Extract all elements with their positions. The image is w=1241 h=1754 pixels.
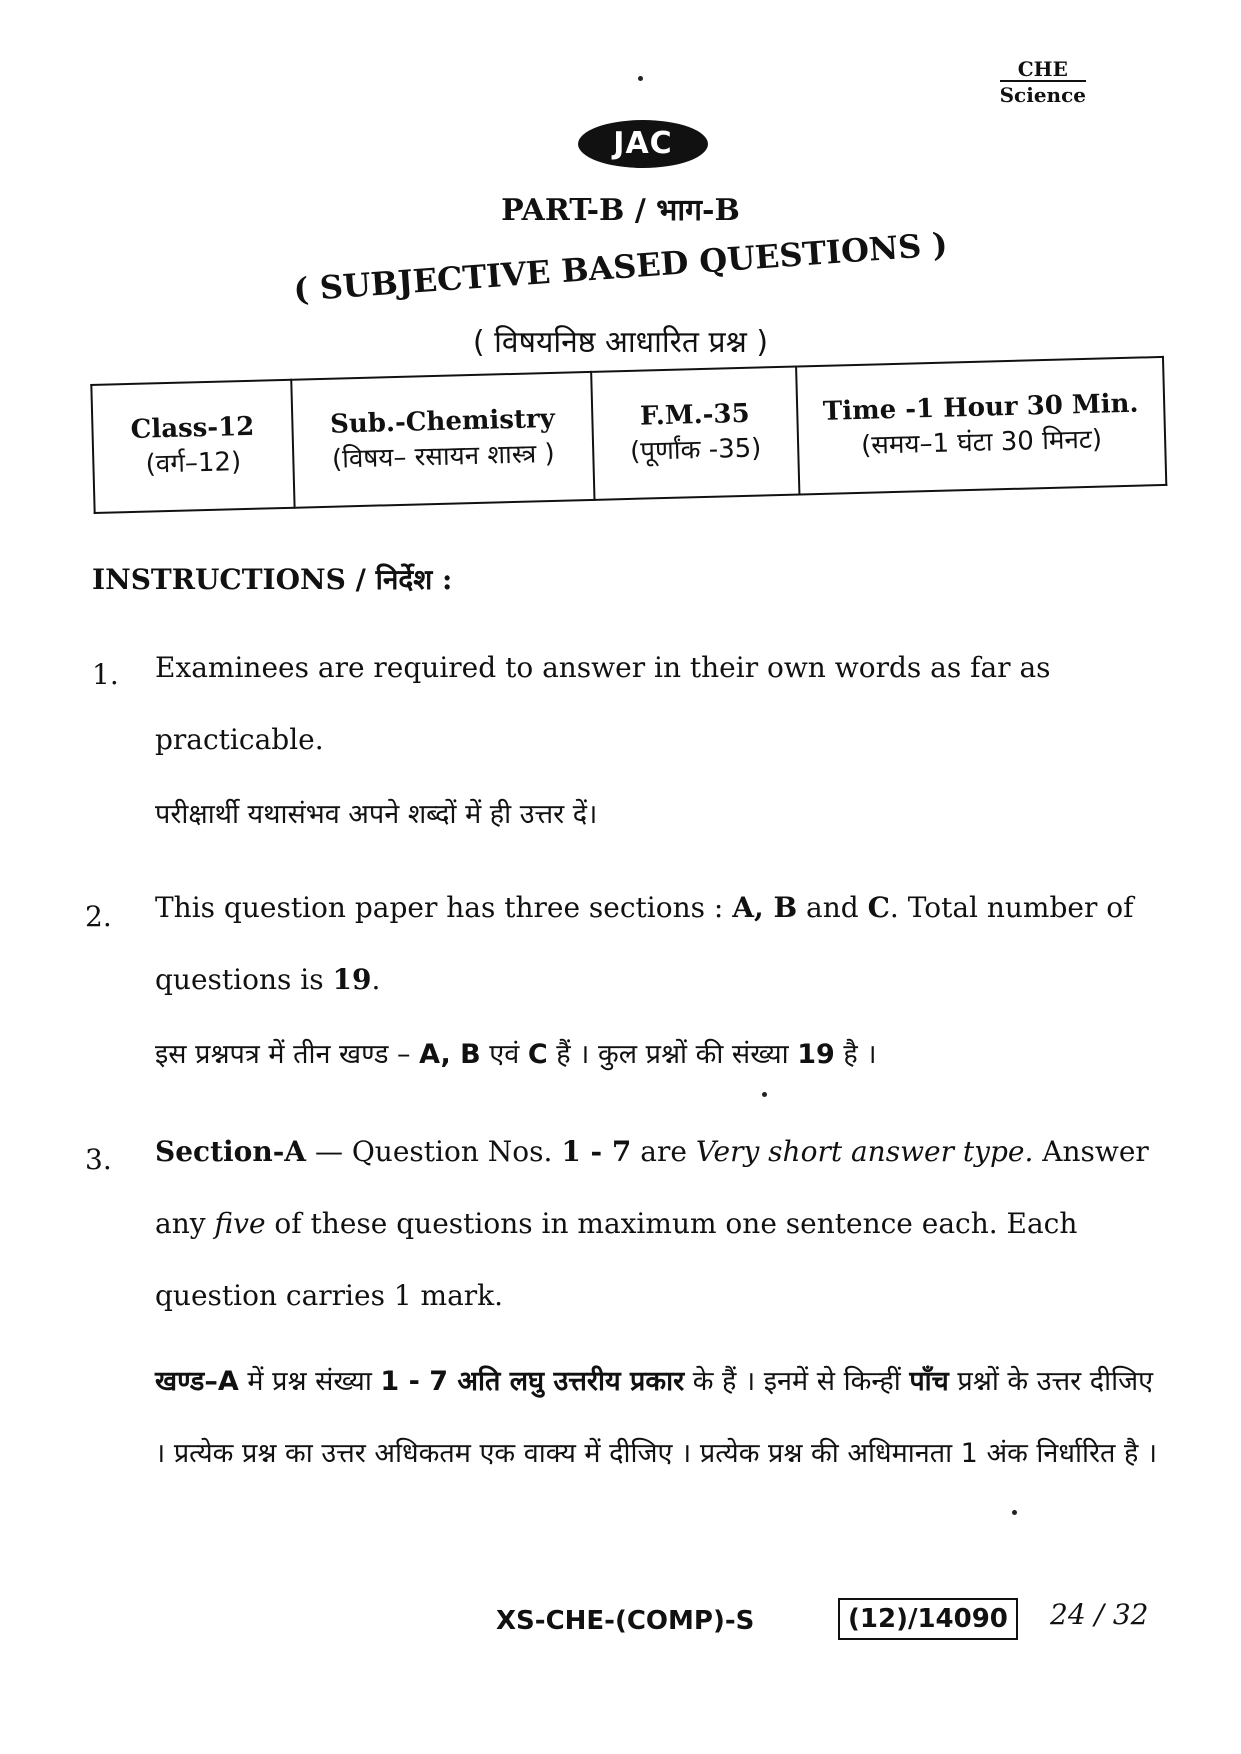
text-bold: खण्ड–A <box>155 1366 239 1397</box>
text: and <box>797 891 868 924</box>
marks-cell <box>591 367 799 500</box>
footer-box: (12)/14090 <box>838 1598 1018 1640</box>
subject-hi: (विषय– रसायन शास्त्र ) <box>331 438 556 475</box>
instruction-3-hindi <box>155 1346 1165 1490</box>
text-bold: पाँच <box>909 1366 949 1397</box>
text-bold: A, B <box>732 891 798 924</box>
exam-info-table <box>90 356 1167 514</box>
text-italic: Very short answer type. <box>695 1135 1034 1168</box>
time-cell <box>796 357 1166 495</box>
text-bold: C <box>527 1039 548 1070</box>
instruction-2-hindi <box>155 1034 1165 1071</box>
text-bold: 19 <box>332 963 372 996</box>
text: में प्रश्न संख्या <box>238 1366 381 1397</box>
text: प्रश्नों के उत्तर दीजिए । प्रत्येक प्रश्न का उत्तर अधिकतम एक वाक्य में दीजिए । प्रत्येक प्रश्न की अधिमानता 1 अंक निर्धारित है । <box>155 1366 1158 1469</box>
speck <box>638 76 643 81</box>
time-hi: (समय–1 घंटा 30 मिनट) <box>860 424 1103 461</box>
text: इस प्रश्नपत्र में तीन खण्ड – <box>155 1039 420 1070</box>
instruction-2-english <box>155 872 1165 1016</box>
marks-hi: (पूर्णांक -35) <box>629 433 762 467</box>
subtitle-english: ( SUBJECTIVE BASED QUESTIONS ) <box>292 225 949 309</box>
subject-cell <box>291 372 594 508</box>
jac-logo: JAC <box>578 120 708 168</box>
text: हैं । कुल प्रश्नों की संख्या <box>547 1039 798 1070</box>
instruction-2 <box>155 872 1165 1071</box>
text: है । <box>834 1039 877 1070</box>
corner-line-1: CHE <box>1000 58 1086 82</box>
text: of these questions in maximum one sentence each. Each question carries 1 mark. <box>155 1207 1078 1312</box>
instruction-1-english: Examinees are required to answer in their own words as far as practicable. <box>155 651 1051 756</box>
text: . Total number of questions is <box>155 891 1134 996</box>
class-en: Class-12 <box>130 411 255 445</box>
instruction-2-number: 2. <box>85 900 112 933</box>
text-bold: A, B <box>419 1039 481 1070</box>
marks-en: F.M.-35 <box>639 398 751 432</box>
instructions-heading: INSTRUCTIONS / निर्देश : <box>92 563 453 596</box>
instruction-3-number: 3. <box>85 1143 112 1176</box>
instruction-1-number: 1. <box>92 658 119 691</box>
text: Answer any <box>155 1135 1149 1240</box>
text-bold: 19 <box>797 1039 835 1070</box>
text-bold: 1 - 7 अति लघु उत्तरीय प्रकार <box>380 1366 685 1397</box>
text-bold: Section-A <box>155 1135 307 1168</box>
instruction-1 <box>155 632 1165 831</box>
speck <box>1012 1510 1017 1515</box>
time-en: Time -1 Hour 30 Min. <box>822 388 1139 427</box>
corner-line-2: Science <box>999 83 1086 107</box>
subtitle-hindi: ( विषयनिष्ठ आधारित प्रश्न ) <box>472 325 769 360</box>
text-bold: C <box>867 891 890 924</box>
class-hi: (वर्ग–12) <box>145 447 242 480</box>
instruction-3-english <box>155 1116 1165 1332</box>
speck <box>762 1092 767 1097</box>
part-title: PART-B / भाग-B <box>501 193 740 228</box>
text: एवं <box>480 1039 528 1070</box>
instruction-1-hindi: परीक्षार्थी यथासंभव अपने शब्दों में ही उत्तर दें। <box>155 799 598 830</box>
text-bold: 1 - 7 <box>561 1135 632 1168</box>
instruction-3 <box>155 1116 1165 1490</box>
text: This question paper has three sections : <box>155 891 733 924</box>
page-number: 24 / 32 <box>1050 1598 1149 1631</box>
text: . <box>371 963 381 996</box>
text: — Question Nos. <box>306 1135 562 1168</box>
text: के हैं । इनमें से किन्हीं <box>684 1366 910 1397</box>
class-cell <box>91 380 294 513</box>
subject-en: Sub.-Chemistry <box>329 403 556 440</box>
footer-code: XS-CHE-(COMP)-S <box>496 1606 755 1636</box>
text-italic: five <box>214 1207 266 1240</box>
corner-label <box>1000 58 1086 106</box>
text: are <box>631 1135 696 1168</box>
